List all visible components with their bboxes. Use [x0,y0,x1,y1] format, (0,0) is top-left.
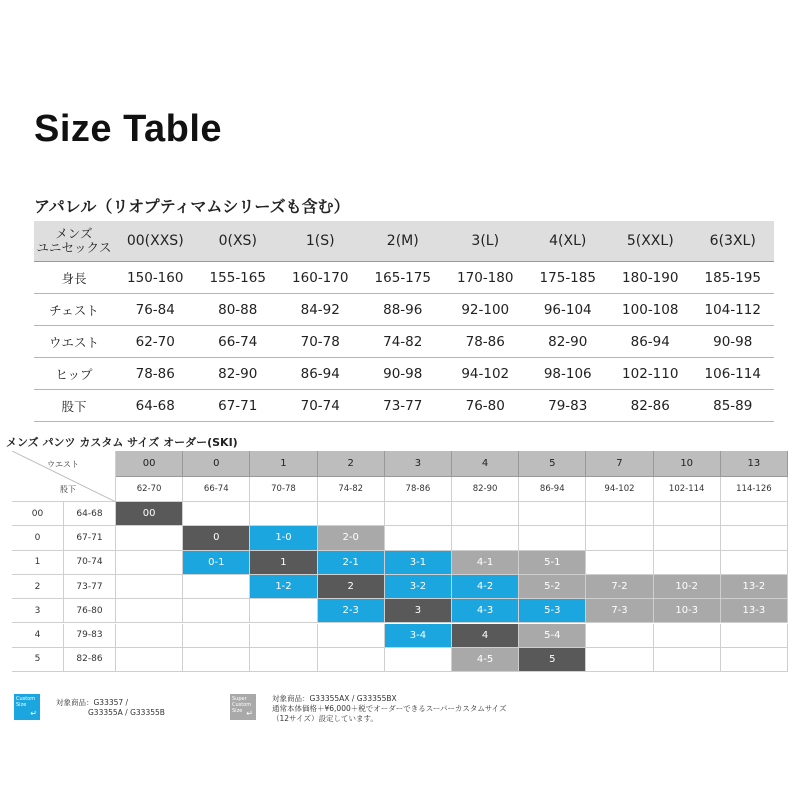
waist-size-header: 1 [250,451,317,477]
size-header: 5(XXL) [609,221,692,262]
super-custom-size-legend-label: Super Custom Size [232,696,252,714]
return-arrow-icon: ↵ [246,709,253,718]
size-combo-cell: 3-2 [385,575,452,599]
size-combo-cell: 5-4 [519,624,586,648]
inseam-range-label: 67-71 [64,526,116,550]
waist-range-header: 94-102 [586,477,653,502]
size-combo-cell [318,502,385,526]
size-combo-cell: 10-3 [654,599,721,623]
size-combo-cell [116,575,183,599]
waist-size-header: 0 [183,451,250,477]
waist-size-header: 3 [385,451,452,477]
header-label-mens: メンズ [55,226,93,241]
table-cell: 82-90 [527,326,610,358]
table-cell: 94-102 [444,358,527,390]
inseam-size-label: 2 [12,575,64,599]
size-combo-cell: 2-3 [318,599,385,623]
size-combo-cell: 10-2 [654,575,721,599]
size-combo-cell: 5-1 [519,551,586,575]
table-cell: 79-83 [527,390,610,422]
inseam-size-label: 0 [12,526,64,550]
table-cell: 82-86 [609,390,692,422]
size-combo-cell: 1-2 [250,575,317,599]
table-cell: 67-71 [197,390,280,422]
size-combo-cell: 7-2 [586,575,653,599]
table-cell: 74-82 [362,326,445,358]
waist-range-header: 82-90 [452,477,519,502]
inseam-range-label: 79-83 [64,624,116,648]
header-label-unisex: ユニセックス [36,240,112,255]
super-custom-size-legend-text [272,694,507,724]
size-combo-cell [385,502,452,526]
size-combo-cell [183,599,250,623]
size-combo-cell [183,648,250,672]
size-header: 0(XS) [197,221,280,262]
waist-range-header: 78-86 [385,477,452,502]
size-combo-cell: 3 [385,599,452,623]
apparel-table-body [34,262,774,422]
size-combo-cell [654,624,721,648]
size-combo-cell: 4-3 [452,599,519,623]
table-cell: 76-84 [114,294,197,326]
size-combo-cell [250,502,317,526]
inseam-range-label: 73-77 [64,575,116,599]
table-cell: 86-94 [609,326,692,358]
size-combo-cell [654,502,721,526]
waist-size-header: 10 [654,451,721,477]
size-combo-cell [116,624,183,648]
size-combo-cell: 4-5 [452,648,519,672]
size-combo-cell [318,624,385,648]
table-cell: 92-100 [444,294,527,326]
size-combo-cell: 2 [318,575,385,599]
size-combo-cell: 3-4 [385,624,452,648]
table-cell: 165-175 [362,262,445,294]
table-cell: 98-106 [527,358,610,390]
return-arrow-icon: ↵ [30,709,37,718]
size-combo-cell [519,502,586,526]
super-legend-line: 通常本体価格＋¥6,000＋税でオーダーできるスーパーカスタムサイズ [272,704,507,713]
table-cell: 96-104 [527,294,610,326]
custom-size-legend-text [56,698,165,718]
row-label: ウエスト [34,326,114,358]
size-combo-cell: 5-3 [519,599,586,623]
super-custom-size-legend-box [230,694,256,720]
size-combo-cell [452,526,519,550]
size-combo-cell: 2-1 [318,551,385,575]
waist-size-header: 7 [586,451,653,477]
size-header: 1(S) [279,221,362,262]
inseam-size-label: 00 [12,502,64,526]
size-combo-cell: 13-3 [721,599,788,623]
inseam-size-label: 5 [12,648,64,672]
waist-size-header: 13 [721,451,788,477]
size-combo-cell: 5 [519,648,586,672]
table-cell: 64-68 [114,390,197,422]
grid-corner [12,451,116,502]
size-header: 00(XXS) [114,221,197,262]
waist-range-header: 66-74 [183,477,250,502]
page-title: Size Table [34,108,223,150]
size-header: 6(3XL) [692,221,775,262]
size-combo-cell: 13-2 [721,575,788,599]
size-combo-cell [721,551,788,575]
inseam-size-label: 1 [12,551,64,575]
custom-size-legend-label: Custom Size [16,696,36,708]
waist-range-header: 62-70 [116,477,183,502]
table-cell: 180-190 [609,262,692,294]
table-cell: 104-112 [692,294,775,326]
table-cell: 66-74 [197,326,280,358]
size-combo-cell: 1-0 [250,526,317,550]
inseam-range-label: 76-80 [64,599,116,623]
table-cell: 175-185 [527,262,610,294]
table-cell: 85-89 [692,390,775,422]
table-cell: 170-180 [444,262,527,294]
table-cell: 82-90 [197,358,280,390]
table-cell: 150-160 [114,262,197,294]
row-label: 股下 [34,390,114,422]
waist-range-header: 114-126 [721,477,788,502]
size-combo-cell [721,502,788,526]
size-combo-cell [116,551,183,575]
table-cell: 185-195 [692,262,775,294]
table-cell: 102-110 [609,358,692,390]
size-combo-cell [318,648,385,672]
table-cell: 88-96 [362,294,445,326]
size-combo-cell [385,526,452,550]
table-cell: 78-86 [444,326,527,358]
size-combo-cell: 0-1 [183,551,250,575]
waist-range-header: 70-78 [250,477,317,502]
size-combo-cell [721,624,788,648]
size-combo-cell [721,526,788,550]
size-combo-cell [250,648,317,672]
inseam-range-label: 64-68 [64,502,116,526]
size-combo-cell: 0 [183,526,250,550]
size-combo-cell: 4-1 [452,551,519,575]
size-header: 2(M) [362,221,445,262]
table-row [34,390,774,422]
size-combo-cell [116,599,183,623]
table-cell: 76-80 [444,390,527,422]
waist-size-header: 2 [318,451,385,477]
table-cell: 155-165 [197,262,280,294]
waist-range-header: 102-114 [654,477,721,502]
size-combo-cell: 4-2 [452,575,519,599]
size-combo-cell [250,599,317,623]
size-combo-cell: 5-2 [519,575,586,599]
size-combo-cell [586,526,653,550]
size-combo-cell: 3-1 [385,551,452,575]
size-combo-cell: 7-3 [586,599,653,623]
table-cell: 90-98 [362,358,445,390]
size-combo-cell [116,526,183,550]
table-cell: 73-77 [362,390,445,422]
apparel-size-table [34,221,774,422]
size-combo-cell [586,551,653,575]
waist-range-header: 86-94 [519,477,586,502]
table-cell: 80-88 [197,294,280,326]
super-legend-line: （12サイズ）設定しています。 [272,714,378,723]
inseam-size-label: 4 [12,624,64,648]
row-label: ヒップ [34,358,114,390]
size-combo-cell: 2-0 [318,526,385,550]
size-combo-cell [385,648,452,672]
table-row [34,294,774,326]
table-row [34,262,774,294]
table-cell: 90-98 [692,326,775,358]
size-combo-cell: 00 [116,502,183,526]
size-combo-cell [654,648,721,672]
size-combo-cell [586,624,653,648]
waist-size-header: 00 [116,451,183,477]
table-cell: 160-170 [279,262,362,294]
corner-inseam-label: 股下 [60,485,76,494]
custom-size-legend-box [14,694,40,720]
table-cell: 100-108 [609,294,692,326]
size-combo-cell [452,502,519,526]
size-combo-cell: 4 [452,624,519,648]
size-combo-cell [654,551,721,575]
custom-subtitle: メンズ パンツ カスタム サイズ オーダー(SKI) [6,436,238,449]
waist-range-header: 74-82 [318,477,385,502]
size-combo-cell [519,526,586,550]
inseam-range-label: 82-86 [64,648,116,672]
size-combo-cell: 1 [250,551,317,575]
size-combo-cell [586,648,653,672]
size-combo-cell [721,648,788,672]
table-cell: 62-70 [114,326,197,358]
size-combo-cell [250,624,317,648]
header-category [34,221,114,262]
size-combo-cell [183,624,250,648]
super-legend-line: 対象商品：G33355AX / G33355BX [272,694,397,703]
inseam-range-label: 70-74 [64,551,116,575]
waist-size-header: 4 [452,451,519,477]
size-combo-cell [183,575,250,599]
table-cell: 78-86 [114,358,197,390]
corner-waist-label: ウエスト [47,460,79,469]
inseam-size-label: 3 [12,599,64,623]
size-combo-cell [654,526,721,550]
apparel-subtitle: アパレル（リオプティマムシリーズも含む） [34,197,350,216]
table-cell: 106-114 [692,358,775,390]
size-combo-cell [183,502,250,526]
table-cell: 70-74 [279,390,362,422]
custom-legend-line: 対象商品：G33357 / [56,698,129,707]
row-label: 身長 [34,262,114,294]
custom-legend-line: G33355A / G33355B [88,708,165,717]
size-header: 3(L) [444,221,527,262]
size-combo-cell [116,648,183,672]
table-cell: 70-78 [279,326,362,358]
table-cell: 84-92 [279,294,362,326]
table-row [34,326,774,358]
row-label: チェスト [34,294,114,326]
table-row [34,358,774,390]
table-cell: 86-94 [279,358,362,390]
size-header: 4(XL) [527,221,610,262]
apparel-header-row [34,221,774,262]
size-combo-cell [586,502,653,526]
waist-size-header: 5 [519,451,586,477]
